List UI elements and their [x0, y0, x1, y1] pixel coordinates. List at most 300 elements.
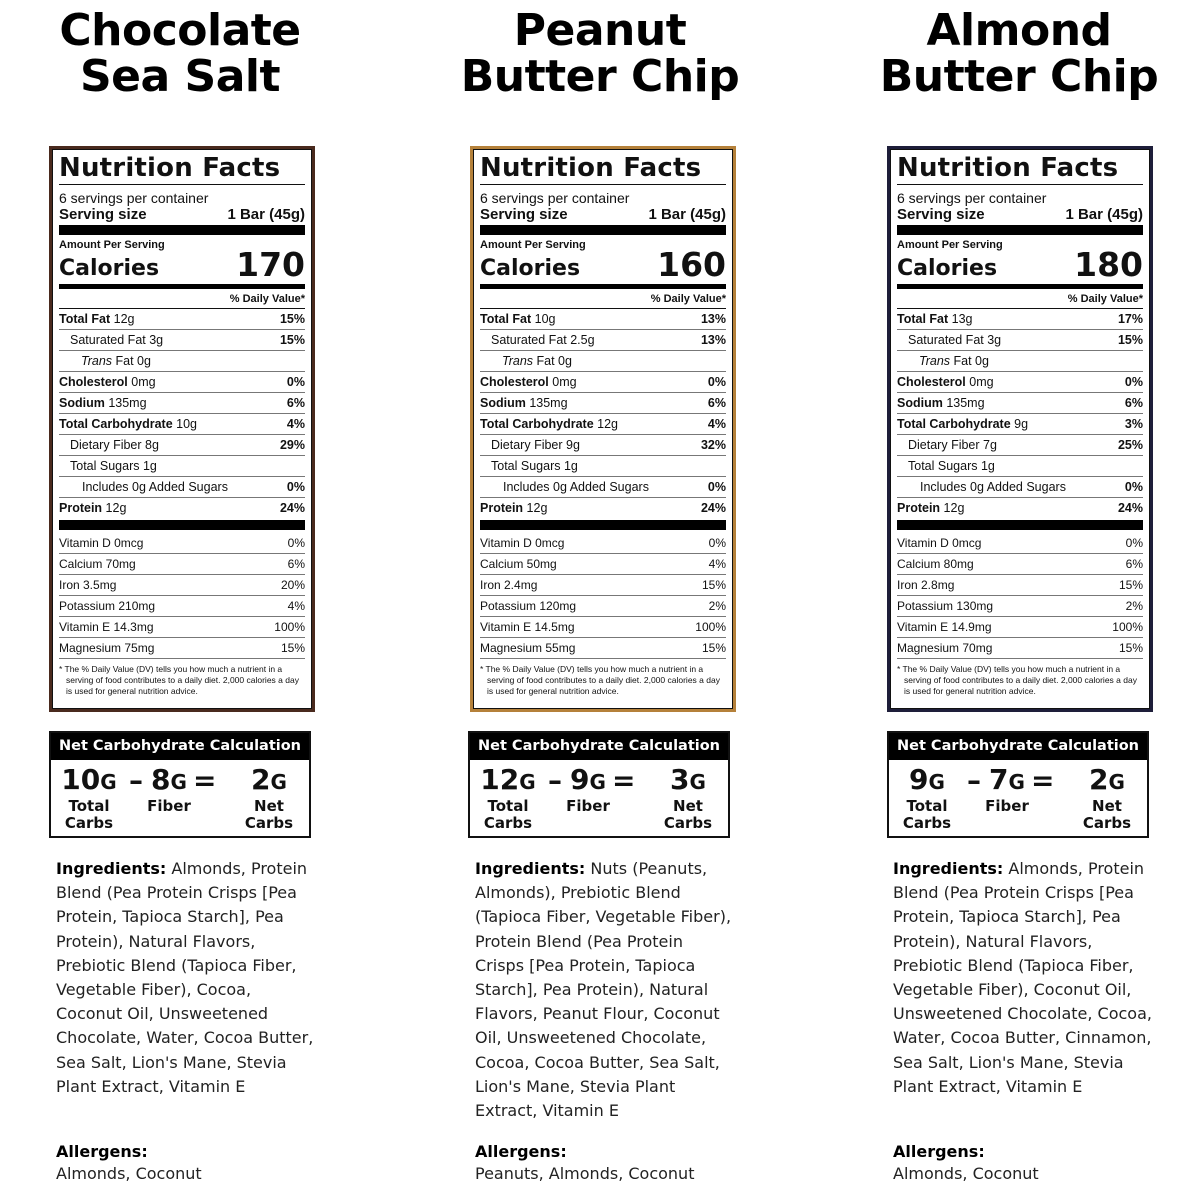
fiber-value — [562, 764, 614, 798]
nutrition-facts-heading: Nutrition Facts — [897, 154, 1143, 185]
nutrient-name: Includes 0g Added Sugars — [920, 480, 1066, 494]
total-carbs-number: 9 — [909, 763, 929, 796]
nutrient-row — [480, 414, 726, 435]
nutrient-row — [59, 435, 305, 456]
servings-per-container: 6 servings per container — [480, 190, 630, 206]
serving-size-label: Serving size — [897, 206, 985, 223]
vitamin-daily-value: 15% — [280, 641, 305, 655]
nutrient-daily-value: 15% — [279, 312, 305, 326]
nutrient-name-cell — [59, 456, 157, 476]
nutrient-amount: 10g — [534, 312, 556, 326]
total-carbs-label: Carbs — [902, 814, 952, 832]
nutrient-amount: 8g — [145, 438, 159, 452]
nutrient-daily-value: 4% — [707, 417, 726, 431]
total-carbs — [472, 764, 544, 832]
nutrient-name: Total Carbohydrate — [59, 417, 173, 431]
medium-divider — [897, 284, 1143, 289]
nutrient-row — [897, 414, 1143, 435]
serving-size — [480, 206, 726, 223]
nutrient-amount: Fat 0g — [536, 354, 572, 368]
nutrient-name-cell — [897, 456, 995, 476]
net-carbs-label: Net — [1092, 797, 1122, 815]
nutrient-name: Trans — [919, 354, 951, 368]
net-carb-calculation-box — [468, 731, 730, 838]
nutrient-amount: 12g — [597, 417, 619, 431]
nutrient-daily-value: 13% — [700, 333, 726, 347]
allergens-text: Almonds, Coconut — [56, 1164, 202, 1183]
ingredients-text: Almonds, Protein Blend (Pea Protein Crisps [Pea Protein, Tapioca Starch], Pea Protein), Natural Flavors, Prebiotic Blend (Tapioca Fiber, Vegetable Fiber), Coconut Oil, Unsweetened Chocolate, Cocoa, Water, Cocoa Butter, Cinnamon, Sea Salt, Lion's Mane, Stevia Plant Extract, Vitamin E — [893, 859, 1152, 1096]
nutrient-name: Includes 0g Added Sugars — [82, 480, 228, 494]
nutrient-name: Total Fat — [480, 312, 532, 326]
nutrient-name: Total Carbohydrate — [480, 417, 594, 431]
nutrient-name-cell — [897, 435, 997, 455]
nutrient-name: Total Sugars — [908, 459, 978, 473]
net-carbs-label: Net — [254, 797, 284, 815]
total-carbs-label: Carbs — [64, 814, 114, 832]
vitamin-row — [897, 596, 1143, 617]
nutrition-facts-heading: Nutrition Facts — [59, 154, 305, 185]
net-carbs-label: Carbs — [1082, 814, 1132, 832]
allergens — [893, 1141, 1155, 1185]
nutrient-row — [897, 477, 1143, 498]
nutrient-name: Protein — [897, 501, 941, 515]
nutrient-daily-value: 13% — [700, 312, 726, 326]
vitamin-name: Magnesium 55mg — [480, 641, 576, 655]
thick-divider — [480, 520, 726, 530]
serving-size — [59, 206, 305, 223]
net-carb-equation — [51, 760, 309, 836]
vitamin-row — [59, 554, 305, 575]
nutrient-name-cell — [480, 414, 618, 434]
vitamin-name: Vitamin E 14.5mg — [480, 620, 575, 634]
vitamin-row — [897, 554, 1143, 575]
nutrient-name-cell — [897, 372, 994, 392]
nutrient-name-cell — [480, 435, 580, 455]
vitamin-row — [480, 596, 726, 617]
nutrient-row — [59, 477, 305, 498]
vitamin-row — [480, 638, 726, 659]
nutrient-row — [897, 351, 1143, 372]
nutrient-daily-value: 0% — [1124, 480, 1143, 494]
gram-unit: G — [1108, 770, 1125, 794]
serving-size-value: 1 Bar (45g) — [227, 206, 305, 223]
vitamin-daily-value: 0% — [708, 536, 726, 550]
vitamin-row — [59, 617, 305, 638]
net-carbs-label: Net — [673, 797, 703, 815]
medium-divider — [480, 284, 726, 289]
net-carb-heading: Net Carbohydrate Calculation — [889, 733, 1147, 760]
vitamin-row — [480, 617, 726, 638]
net-carb-equation — [470, 760, 728, 836]
vitamin-name: Vitamin D 0mcg — [897, 536, 982, 550]
allergens-label: Allergens: — [475, 1142, 567, 1161]
vitamin-daily-value: 15% — [1118, 578, 1143, 592]
amount-per-serving: Amount Per Serving — [480, 239, 586, 251]
serving-size-value: 1 Bar (45g) — [1065, 206, 1143, 223]
allergens-label: Allergens: — [56, 1142, 148, 1161]
gram-unit: G — [170, 770, 187, 794]
nutrient-amount: 12g — [113, 312, 135, 326]
daily-value-footnote — [480, 659, 726, 697]
nutrient-amount: 3g — [149, 333, 164, 347]
nutrient-row — [897, 372, 1143, 393]
thick-divider — [59, 520, 305, 530]
gram-unit: G — [928, 770, 945, 794]
nutrient-row — [59, 414, 305, 435]
nutrient-name-cell — [897, 309, 973, 329]
vitamin-row — [897, 575, 1143, 596]
nutrient-name-cell — [480, 477, 649, 497]
net-carbs-number: 2 — [251, 763, 271, 796]
nutrient-name: Total Carbohydrate — [897, 417, 1011, 431]
total-carbs-label: Total — [487, 797, 529, 815]
nutrient-row — [59, 330, 305, 351]
calories-label: Calories — [59, 256, 160, 281]
nutrient-name-cell — [480, 309, 556, 329]
nutrient-row — [480, 372, 726, 393]
nutrient-amount: 9g — [1014, 417, 1029, 431]
nutrient-amount: 12g — [943, 501, 965, 515]
vitamin-name: Magnesium 75mg — [59, 641, 155, 655]
nutrient-row — [59, 372, 305, 393]
total-carbs-value — [891, 764, 963, 798]
vitamin-daily-value: 100% — [274, 620, 305, 634]
fiber — [562, 764, 614, 815]
footnote-text: * The % Daily Value (DV) tells you how much a nutrient in a serving of food contributes to a daily diet. 2,000 calories a day is used for general nutrition advice. — [480, 664, 720, 696]
nutrient-name: Saturated Fat — [908, 333, 984, 347]
nutrient-row — [897, 498, 1143, 518]
nutrient-row — [480, 435, 726, 456]
serving-size-label: Serving size — [480, 206, 568, 223]
nutrient-name: Trans — [502, 354, 534, 368]
product-title — [30, 5, 330, 102]
allergens-text: Almonds, Coconut — [893, 1164, 1039, 1183]
nutrient-name-cell — [59, 351, 151, 371]
net-carbs — [1071, 764, 1143, 832]
total-carbs-value — [472, 764, 544, 798]
nutrient-daily-value: 0% — [707, 480, 726, 494]
nutrient-daily-value: 32% — [700, 438, 726, 452]
ingredients-text: Almonds, Protein Blend (Pea Protein Crisps [Pea Protein, Tapioca Starch], Pea Protein), Natural Flavors, Prebiotic Blend (Tapioca Fiber, Vegetable Fiber), Cocoa, Coconut Oil, Unsweetened Chocolate, Water, Cocoa Butter, Sea Salt, Lion's Mane, Stevia Plant Extract, Vitamin E — [56, 859, 314, 1096]
equals-sign: = — [193, 764, 217, 797]
servings-per-container: 6 servings per container — [897, 190, 1047, 206]
nutrient-name-cell — [480, 393, 568, 413]
fiber-value — [143, 764, 195, 798]
fiber-label: Fiber — [985, 797, 1029, 815]
servings-per-container: 6 servings per container — [59, 190, 209, 206]
nutrient-name-cell — [59, 498, 126, 518]
ingredients-text: Nuts (Peanuts, Almonds), Prebiotic Blend (Tapioca Fiber, Vegetable Fiber), Protein Blend (Pea Protein Crisps [Pea Protein, Tapioca Starch], Pea Protein), Natural Flavors, Peanut Flour, Coconut Oil, Unsweetened Chocolate, Cocoa, Cocoa Butter, Sea Salt, Lion's Mane, Stevia Plant Extract, Vitamin E — [475, 859, 732, 1121]
nutrient-amount: 135mg — [946, 396, 985, 410]
net-carbs-value — [652, 764, 724, 798]
vitamin-daily-value: 100% — [695, 620, 726, 634]
total-carbs — [53, 764, 125, 832]
equals-sign: = — [1031, 764, 1055, 797]
total-carbs-value — [53, 764, 125, 798]
nutrient-daily-value: 3% — [1124, 417, 1143, 431]
nutrient-name-cell — [897, 498, 964, 518]
nutrient-row — [59, 456, 305, 477]
nutrient-amount: 12g — [105, 501, 127, 515]
vitamin-name: Vitamin E 14.3mg — [59, 620, 154, 634]
gram-unit: G — [100, 770, 117, 794]
nutrient-row — [480, 477, 726, 498]
ingredients — [56, 857, 318, 1099]
thick-divider — [59, 225, 305, 235]
ingredients — [475, 857, 737, 1123]
total-carbs-number: 12 — [480, 763, 520, 796]
nutrient-name: Total Fat — [59, 312, 111, 326]
total-carbs-label: Total — [68, 797, 110, 815]
nutrient-name-cell — [480, 351, 572, 371]
nutrient-amount: 135mg — [529, 396, 568, 410]
daily-value-footnote — [59, 659, 305, 697]
nutrition-facts-panel — [49, 146, 315, 712]
nutrient-row — [480, 456, 726, 477]
fiber — [143, 764, 195, 815]
nutrient-row — [480, 498, 726, 518]
nutrient-name: Dietary Fiber — [70, 438, 142, 452]
nutrition-facts-heading: Nutrition Facts — [480, 154, 726, 185]
total-carbs-number: 10 — [61, 763, 101, 796]
net-carb-heading: Net Carbohydrate Calculation — [51, 733, 309, 760]
nutrient-daily-value: 29% — [279, 438, 305, 452]
medium-divider — [59, 284, 305, 289]
total-carbs-label: Total — [906, 797, 948, 815]
nutrient-row — [480, 330, 726, 351]
vitamin-daily-value: 0% — [287, 536, 305, 550]
calories-value: 180 — [1074, 245, 1143, 284]
nutrient-row — [480, 309, 726, 330]
fiber-number: 8 — [151, 763, 171, 796]
daily-value-header: % Daily Value* — [59, 291, 305, 309]
product-title — [450, 5, 750, 102]
nutrient-name: Includes 0g Added Sugars — [503, 480, 649, 494]
nutrient-daily-value: 25% — [1117, 438, 1143, 452]
vitamin-row — [480, 554, 726, 575]
nutrition-facts-panel — [887, 146, 1153, 712]
product-title-line: Peanut — [513, 5, 687, 56]
nutrient-name: Total Sugars — [491, 459, 561, 473]
ingredients-label: Ingredients: — [475, 859, 586, 878]
product-title-line: Almond — [926, 5, 1112, 56]
nutrient-name-cell — [480, 498, 547, 518]
nutrient-amount: 9g — [566, 438, 580, 452]
nutrient-amount: 3g — [987, 333, 1002, 347]
footnote-text: * The % Daily Value (DV) tells you how much a nutrient in a serving of food contributes to a daily diet. 2,000 calories a day is used for general nutrition advice. — [59, 664, 299, 696]
vitamin-daily-value: 2% — [708, 599, 726, 613]
nutrient-row — [897, 456, 1143, 477]
vitamin-row — [897, 533, 1143, 554]
calories-value: 160 — [657, 245, 726, 284]
nutrient-daily-value: 6% — [286, 396, 305, 410]
net-carbs-value — [1071, 764, 1143, 798]
vitamin-name: Potassium 120mg — [480, 599, 577, 613]
nutrient-amount: 2.5g — [570, 333, 595, 347]
nutrient-name-cell — [897, 393, 985, 413]
nutrient-daily-value: 0% — [1124, 375, 1143, 389]
vitamin-name: Calcium 50mg — [480, 557, 557, 571]
daily-value-footnote — [897, 659, 1143, 697]
vitamin-name: Vitamin E 14.9mg — [897, 620, 992, 634]
nutrient-name: Total Sugars — [70, 459, 140, 473]
nutrient-amount: Fat 0g — [115, 354, 151, 368]
nutrient-name: Saturated Fat — [491, 333, 567, 347]
net-carbs-value — [233, 764, 305, 798]
net-carbs-number: 3 — [670, 763, 690, 796]
ingredients-label: Ingredients: — [56, 859, 167, 878]
vitamin-daily-value: 20% — [280, 578, 305, 592]
thick-divider — [480, 225, 726, 235]
amount-per-serving: Amount Per Serving — [59, 239, 165, 251]
vitamin-row — [59, 596, 305, 617]
nutrient-row — [59, 498, 305, 518]
product-title-line: Chocolate — [59, 5, 301, 56]
nutrient-name-cell — [59, 393, 147, 413]
nutrient-amount: 7g — [983, 438, 997, 452]
net-carbs-label: Carbs — [244, 814, 294, 832]
nutrition-facts-panel — [470, 146, 736, 712]
vitamin-daily-value: 15% — [701, 578, 726, 592]
net-carbs-number: 2 — [1089, 763, 1109, 796]
nutrient-row — [897, 435, 1143, 456]
footnote-text: * The % Daily Value (DV) tells you how much a nutrient in a serving of food contributes to a daily diet. 2,000 calories a day is used for general nutrition advice. — [897, 664, 1137, 696]
nutrient-name: Trans — [81, 354, 113, 368]
calories-label: Calories — [480, 256, 581, 281]
nutrient-amount: 0mg — [552, 375, 577, 389]
minus-sign: – — [129, 764, 143, 797]
nutrient-amount: 13g — [951, 312, 973, 326]
nutrient-name-cell — [59, 435, 159, 455]
fiber-label: Fiber — [147, 797, 191, 815]
vitamin-row — [59, 575, 305, 596]
gram-unit: G — [1008, 770, 1025, 794]
net-carb-equation — [889, 760, 1147, 836]
nutrient-name: Cholesterol — [59, 375, 128, 389]
vitamin-name: Iron 3.5mg — [59, 578, 117, 592]
net-carbs-label: Carbs — [663, 814, 713, 832]
nutrient-name-cell — [897, 330, 1001, 350]
nutrient-amount: Fat 0g — [953, 354, 989, 368]
vitamin-row — [59, 533, 305, 554]
daily-value-header: % Daily Value* — [897, 291, 1143, 309]
nutrient-daily-value: 24% — [279, 501, 305, 515]
vitamin-daily-value: 4% — [287, 599, 305, 613]
nutrient-name: Sodium — [480, 396, 526, 410]
nutrient-daily-value: 17% — [1117, 312, 1143, 326]
nutrient-daily-value: 24% — [700, 501, 726, 515]
gram-unit: G — [519, 770, 536, 794]
gram-unit: G — [689, 770, 706, 794]
nutrient-row — [59, 393, 305, 414]
minus-sign: – — [967, 764, 981, 797]
net-carb-heading: Net Carbohydrate Calculation — [470, 733, 728, 760]
nutrient-name-cell — [59, 309, 135, 329]
nutrient-name: Cholesterol — [897, 375, 966, 389]
nutrient-name: Protein — [59, 501, 103, 515]
nutrient-row — [59, 351, 305, 372]
nutrient-daily-value: 15% — [279, 333, 305, 347]
nutrient-name-cell — [59, 477, 228, 497]
nutrient-daily-value: 0% — [286, 375, 305, 389]
total-carbs — [891, 764, 963, 832]
nutrient-name: Protein — [480, 501, 524, 515]
nutrient-amount: 1g — [563, 459, 578, 473]
fiber-value — [981, 764, 1033, 798]
serving-size-value: 1 Bar (45g) — [648, 206, 726, 223]
nutrient-daily-value: 4% — [286, 417, 305, 431]
nutrient-name-cell — [897, 351, 989, 371]
thick-divider — [897, 225, 1143, 235]
product-title-line: Sea Salt — [79, 51, 281, 102]
nutrient-row — [897, 393, 1143, 414]
nutrient-daily-value: 6% — [707, 396, 726, 410]
gram-unit: G — [589, 770, 606, 794]
product-title-line: Butter Chip — [879, 51, 1159, 102]
nutrient-name-cell — [59, 372, 156, 392]
vitamin-daily-value: 4% — [708, 557, 726, 571]
nutrient-name: Dietary Fiber — [491, 438, 563, 452]
net-carbs — [652, 764, 724, 832]
vitamin-name: Iron 2.8mg — [897, 578, 955, 592]
nutrient-name: Sodium — [59, 396, 105, 410]
vitamin-daily-value: 6% — [1125, 557, 1143, 571]
allergens-label: Allergens: — [893, 1142, 985, 1161]
total-carbs-label: Carbs — [483, 814, 533, 832]
amount-per-serving: Amount Per Serving — [897, 239, 1003, 251]
nutrient-name-cell — [897, 414, 1028, 434]
daily-value-header: % Daily Value* — [480, 291, 726, 309]
allergens-text: Peanuts, Almonds, Coconut — [475, 1164, 695, 1183]
product-title — [869, 5, 1169, 102]
equals-sign: = — [612, 764, 636, 797]
nutrient-name-cell — [480, 330, 595, 350]
vitamin-name: Potassium 130mg — [897, 599, 994, 613]
minus-sign: – — [548, 764, 562, 797]
serving-size — [897, 206, 1143, 223]
fiber-label: Fiber — [566, 797, 610, 815]
ingredients-label: Ingredients: — [893, 859, 1004, 878]
serving-size-label: Serving size — [59, 206, 147, 223]
nutrient-row — [59, 309, 305, 330]
nutrient-name-cell — [480, 456, 578, 476]
vitamin-name: Calcium 70mg — [59, 557, 136, 571]
calories-label: Calories — [897, 256, 998, 281]
vitamin-name: Potassium 210mg — [59, 599, 156, 613]
product-title-line: Butter Chip — [460, 51, 740, 102]
vitamin-daily-value: 0% — [1125, 536, 1143, 550]
net-carbs — [233, 764, 305, 832]
nutrient-daily-value: 24% — [1117, 501, 1143, 515]
nutrient-amount: 10g — [176, 417, 198, 431]
vitamin-row — [897, 638, 1143, 659]
nutrient-amount: 12g — [526, 501, 548, 515]
vitamin-name: Vitamin D 0mcg — [59, 536, 144, 550]
nutrient-name: Total Fat — [897, 312, 949, 326]
vitamin-row — [480, 533, 726, 554]
nutrient-row — [897, 309, 1143, 330]
nutrient-name-cell — [59, 414, 197, 434]
vitamin-row — [59, 638, 305, 659]
nutrient-amount: 0mg — [969, 375, 994, 389]
nutrient-daily-value: 0% — [286, 480, 305, 494]
nutrient-name: Saturated Fat — [70, 333, 146, 347]
fiber-number: 9 — [570, 763, 590, 796]
vitamin-name: Iron 2.4mg — [480, 578, 538, 592]
nutrient-amount: 1g — [142, 459, 157, 473]
vitamin-daily-value: 15% — [701, 641, 726, 655]
vitamin-daily-value: 6% — [287, 557, 305, 571]
